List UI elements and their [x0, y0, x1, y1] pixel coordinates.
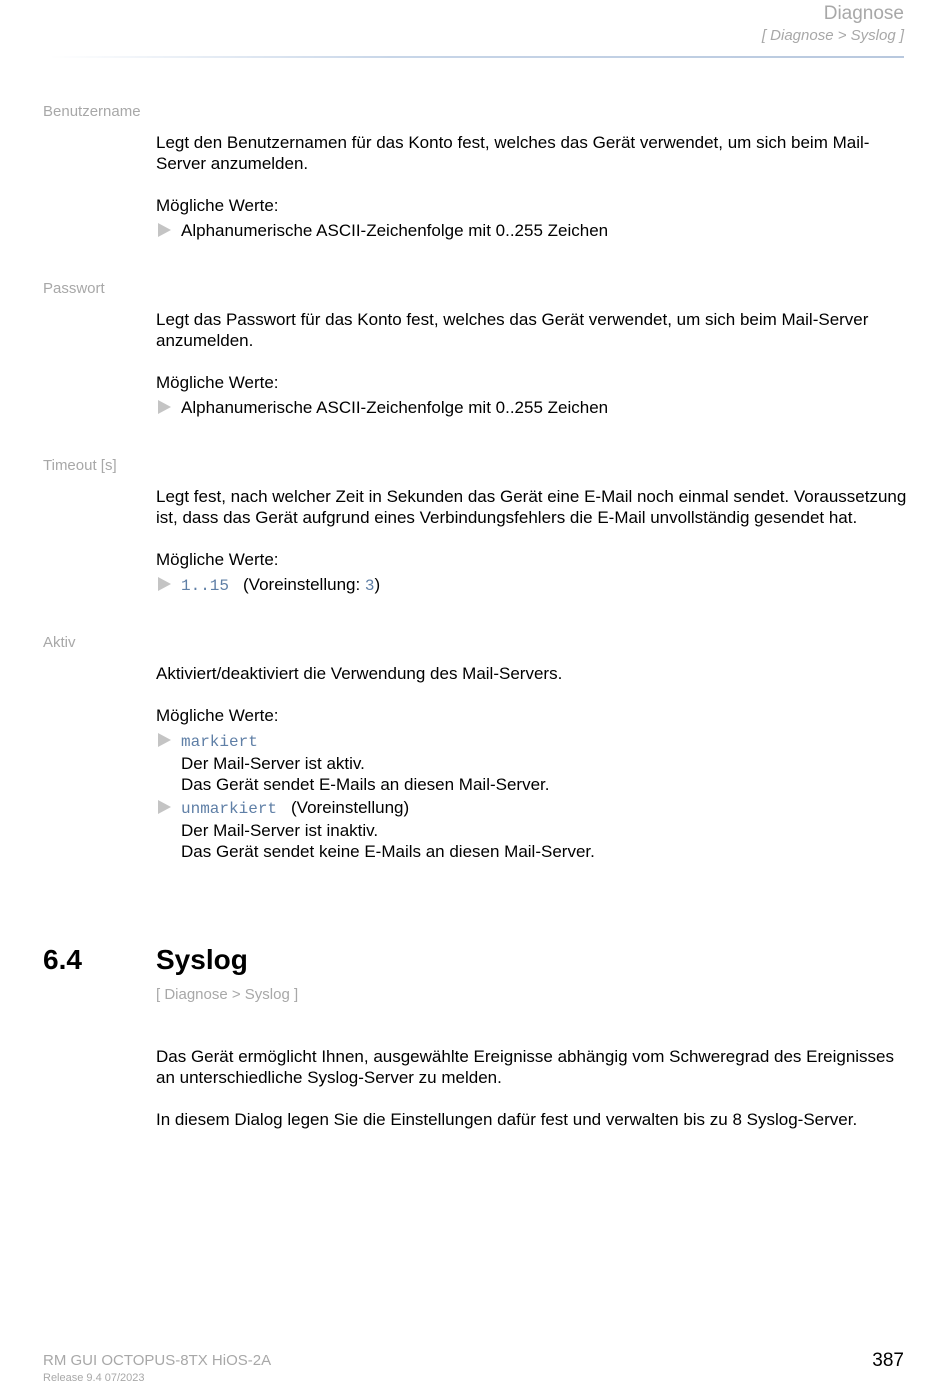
section-paragraph: Das Gerät ermöglicht Ihnen, ausgewählte Ereignisse abhängig vom Schweregrad des Ereignisses an unterschiedliche Syslog-Server zu melden. — [156, 1047, 895, 1087]
bullet-triangle-icon — [158, 800, 171, 814]
default-suffix: ) — [374, 575, 381, 594]
section-paragraph: In diesem Dialog legen Sie die Einstellungen dafür fest und verwalten bis zu 8 Syslog-Server. — [156, 1110, 858, 1129]
footer-release: Release 9.4 07/2023 — [43, 1372, 145, 1384]
param-label-aktiv: Aktiv — [43, 634, 76, 651]
header-divider — [50, 56, 904, 58]
bullet-triangle-icon — [158, 223, 171, 237]
param-description: Legt fest, nach welcher Zeit in Sekunden das Gerät eine E-Mail noch einmal sendet. Voraussetzung ist, dass das Gerät aufgrund eines Verbindungsfehlers die E-Mail unvollständig gesendet hat. — [156, 487, 907, 527]
option-description-line: Das Gerät sendet E-Mails an diesen Mail-Server. — [181, 775, 550, 794]
bullet-triangle-icon — [158, 400, 171, 414]
param-label-timeout: Timeout [s] — [43, 457, 117, 474]
possible-value-item — [181, 797, 595, 862]
header-chapter-title: Diagnose — [823, 3, 904, 24]
header-breadcrumb: [ Diagnose > Syslog ] — [761, 27, 904, 44]
section-breadcrumb: [ Diagnose > Syslog ] — [156, 986, 299, 1003]
param-description: Legt das Passwort für das Konto fest, welches das Gerät verwendet, um sich beim Mail-Server anzumelden. — [156, 310, 869, 350]
possible-value-item — [181, 730, 550, 795]
bullet-triangle-icon — [158, 733, 171, 747]
possible-values-heading: Mögliche Werte: — [156, 706, 279, 725]
possible-values-heading: Mögliche Werte: — [156, 373, 279, 392]
page-number: 387 — [872, 1350, 904, 1371]
footer-document-title: RM GUI OCTOPUS-8TX HiOS-2A — [43, 1352, 272, 1369]
possible-value-item — [181, 574, 380, 597]
option-description-line: Der Mail-Server ist aktiv. — [181, 754, 365, 773]
possible-value-item: Alphanumerische ASCII-Zeichenfolge mit 0..255 Zeichen — [181, 398, 609, 417]
option-code-unmarkiert: unmarkiert — [181, 800, 278, 818]
possible-values-heading: Mögliche Werte: — [156, 196, 279, 215]
default-prefix: (Voreinstellung: — [243, 575, 365, 594]
option-code-markiert: markiert — [181, 733, 258, 751]
param-description: Aktiviert/deaktiviert die Verwendung des Mail-Servers. — [156, 664, 563, 683]
param-label-benutzername: Benutzername — [43, 103, 141, 120]
param-description: Legt den Benutzernamen für das Konto fest, welches das Gerät verwendet, um sich beim Mail-Server anzumelden. — [156, 133, 870, 173]
section-title: Syslog — [156, 944, 248, 975]
bullet-triangle-icon — [158, 577, 171, 591]
option-description-line: Das Gerät sendet keine E-Mails an diesen Mail-Server. — [181, 842, 595, 861]
option-default-note: (Voreinstellung) — [291, 798, 410, 817]
default-value-code: 3 — [364, 577, 375, 595]
param-label-passwort: Passwort — [43, 280, 105, 297]
possible-value-item: Alphanumerische ASCII-Zeichenfolge mit 0..255 Zeichen — [181, 221, 609, 240]
value-range-code: 1..15 — [181, 577, 230, 595]
possible-values-heading: Mögliche Werte: — [156, 550, 279, 569]
option-description-line: Der Mail-Server ist inaktiv. — [181, 821, 379, 840]
section-number: 6.4 — [43, 944, 82, 975]
